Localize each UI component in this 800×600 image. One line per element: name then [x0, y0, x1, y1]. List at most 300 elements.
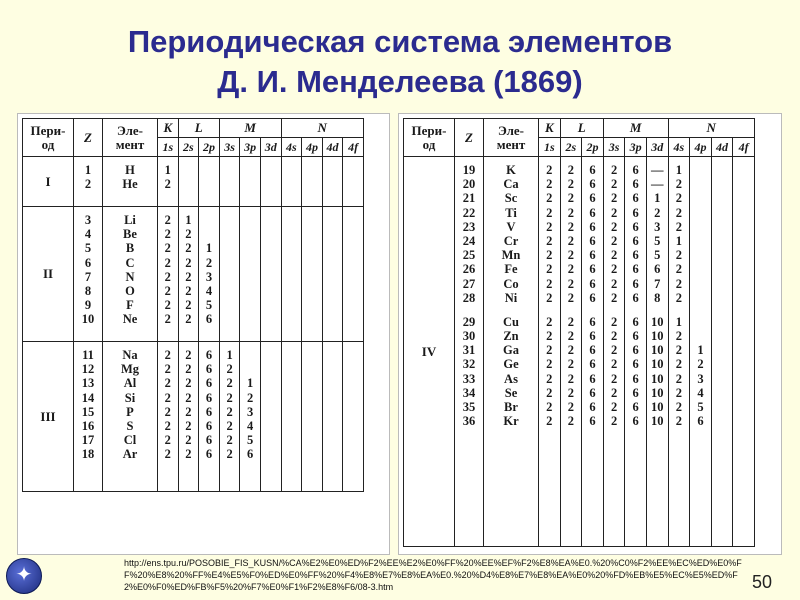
cell-electrons-3s: 2 — [226, 433, 233, 448]
cell-electrons-3s: 2 — [610, 371, 618, 386]
electrons-4p — [302, 163, 322, 191]
cell-electrons-4s — [282, 433, 302, 447]
cell-electrons-2p: 6 — [589, 248, 596, 263]
electrons-3s — [220, 348, 240, 462]
subshell-column-4p — [690, 157, 712, 547]
electrons-2p — [582, 163, 603, 428]
electrons-1s — [158, 348, 178, 462]
cell-electrons-4f — [343, 163, 363, 177]
cell-element-symbol: F — [126, 298, 134, 313]
subshell-column-4s — [281, 157, 302, 207]
cell-electrons-2s: 2 — [567, 177, 575, 192]
cell-electrons-4s: 2 — [675, 290, 682, 305]
cell-electrons-3s — [220, 298, 240, 312]
cell-electrons-3s: 2 — [610, 276, 618, 291]
header-subshell-1s: 1s — [539, 138, 561, 157]
cell-electrons-3d — [261, 419, 281, 433]
cell-electrons-3d — [261, 227, 281, 241]
subshell-column-3d — [260, 342, 281, 492]
subshell-column-2p — [199, 157, 220, 207]
cell-electrons-3s — [220, 213, 240, 227]
cell-atomic-number: 5 — [84, 241, 92, 256]
cell-electrons-2p: 6 — [589, 233, 596, 248]
subshell-column-4f — [343, 207, 364, 342]
cell-electrons-1s: 2 — [164, 241, 171, 256]
cell-electrons-4d — [323, 177, 343, 191]
electrons-2p — [199, 348, 219, 462]
cell-element-symbol: Cu — [503, 314, 519, 329]
cell-electrons-4s — [282, 419, 302, 433]
element-symbol — [103, 213, 157, 327]
cell-electrons-1s: 2 — [164, 418, 171, 433]
cell-electrons-4f — [343, 391, 363, 405]
cell-electrons-4p — [690, 277, 711, 291]
cell-electrons-4p: 2 — [697, 357, 704, 372]
cell-electrons-3d: 6 — [654, 262, 661, 277]
cell-electrons-1s: 2 — [164, 362, 171, 377]
cell-electrons-4d — [323, 213, 343, 227]
cell-electrons-2s: 1 — [185, 213, 192, 227]
cell-electrons-3p: 6 — [247, 447, 254, 462]
header-row — [23, 119, 364, 138]
cell-electrons-2s: 2 — [567, 314, 575, 329]
cell-electrons-1s: 2 — [164, 255, 171, 270]
cell-electrons-3p: 2 — [247, 390, 254, 405]
cell-electrons-3s: 2 — [226, 418, 233, 433]
subshell-column-4d — [322, 342, 343, 492]
cell-electrons-4s: 1 — [675, 163, 682, 177]
cell-electrons-4p — [302, 298, 322, 312]
cell-atomic-number: 16 — [81, 418, 95, 433]
cell-atomic-number: 21 — [462, 191, 476, 206]
cell-electrons-2p: 6 — [589, 329, 596, 344]
cell-electrons-4p — [690, 315, 711, 329]
period-row — [23, 157, 364, 207]
cell-electrons-1s: 2 — [164, 227, 171, 242]
cell-element-symbol: As — [504, 371, 518, 386]
header-element: Эле- мент — [103, 119, 158, 157]
periodic-table-right-sheet — [398, 113, 782, 555]
cell-electrons-4s — [282, 177, 302, 191]
cell-electrons-3p: 1 — [247, 376, 254, 391]
cell-atomic-number: 35 — [462, 400, 476, 414]
cell-electrons-1s: 2 — [164, 376, 171, 391]
cell-electrons-2s: 2 — [567, 385, 575, 400]
cell-electrons-4d — [323, 391, 343, 405]
cell-electrons-4s — [282, 376, 302, 390]
cell-electrons-4d — [323, 312, 343, 326]
electrons-4d — [323, 348, 343, 462]
subshell-column-1s — [158, 157, 179, 207]
cell-electrons-3p: 6 — [632, 205, 639, 220]
cell-electrons-4f — [343, 227, 363, 241]
header-shell-l: L — [178, 119, 219, 138]
cell-electrons-4f — [733, 191, 754, 205]
header-subshell-3s: 3s — [219, 138, 240, 157]
cell-electrons-4s — [282, 213, 302, 227]
cell-electrons-3p — [240, 177, 260, 191]
cell-electrons-2p: 6 — [589, 414, 596, 429]
cell-electrons-1s: 2 — [546, 343, 553, 358]
cell-electrons-4s — [282, 405, 302, 419]
electrons-2s — [179, 348, 199, 462]
cell-electrons-4f — [733, 343, 754, 357]
logo-star-icon: ✦ — [15, 562, 33, 586]
cell-electrons-2s: 2 — [185, 255, 192, 270]
cell-electrons-3s: 2 — [226, 390, 233, 405]
cell-electrons-2p — [199, 163, 219, 177]
cell-element-symbol: Sc — [504, 191, 518, 206]
cell-electrons-3d — [261, 298, 281, 312]
cell-electrons-2s: 2 — [185, 404, 192, 419]
cell-element-symbol: Si — [124, 390, 136, 405]
cell-electrons-3p: 6 — [632, 219, 639, 234]
cell-atomic-number: 9 — [84, 298, 92, 313]
cell-atomic-number: 22 — [462, 205, 476, 220]
header-subshell-4f: 4f — [733, 138, 755, 157]
cell-electrons-4d — [323, 433, 343, 447]
electrons-2s — [179, 213, 199, 327]
cell-electrons-2s: 2 — [185, 376, 192, 391]
electrons-3p — [240, 213, 260, 327]
cell-element-symbol: Ti — [505, 205, 517, 220]
cell-electrons-4p: 1 — [697, 343, 704, 358]
subshell-column-2s — [178, 207, 199, 342]
cell-electrons-2p: 6 — [589, 400, 596, 414]
cell-electrons-2p — [199, 213, 219, 227]
cell-electrons-4s: 2 — [675, 329, 682, 344]
electrons-4s — [282, 348, 302, 462]
cell-atomic-number: 14 — [81, 390, 95, 405]
cell-atomic-number: 20 — [462, 177, 476, 192]
cell-electrons-3d — [261, 391, 281, 405]
cell-electrons-3s: 2 — [610, 219, 618, 234]
cell-electrons-3s: 2 — [610, 329, 618, 344]
subshell-column-4s — [281, 207, 302, 342]
cell-electrons-4f — [733, 220, 754, 234]
cell-electrons-3p: 4 — [247, 418, 254, 433]
cell-electrons-1s: 2 — [546, 233, 553, 248]
cell-electrons-3p: 6 — [632, 290, 639, 305]
cell-electrons-2p — [199, 227, 219, 241]
cell-electrons-4p — [302, 312, 322, 326]
cell-atomic-number: 4 — [84, 227, 92, 242]
cell-electrons-4s — [282, 348, 302, 362]
cell-electrons-4s: 2 — [675, 357, 682, 372]
cell-electrons-2s: 2 — [185, 283, 192, 298]
cell-element-symbol: Kr — [503, 414, 519, 429]
subshell-column-4d — [322, 157, 343, 207]
cell-element-symbol: O — [125, 283, 135, 298]
cell-electrons-3s — [220, 284, 240, 298]
header-shell-m: M — [219, 119, 281, 138]
cell-electrons-2s: 2 — [185, 390, 192, 405]
cell-element-symbol: Ge — [503, 357, 519, 372]
cell-electrons-3p — [240, 284, 260, 298]
cell-element-symbol: P — [126, 404, 134, 419]
cell-electrons-3p — [240, 270, 260, 284]
electrons-1s — [158, 163, 178, 191]
electrons-2p — [199, 213, 219, 327]
cell-atomic-number: 13 — [81, 376, 95, 391]
cell-electrons-3s: 2 — [610, 233, 618, 248]
cell-element-symbol: Ni — [504, 290, 518, 305]
header-shell-l: L — [560, 119, 603, 138]
cell-electrons-4p — [302, 348, 322, 362]
row-gap — [455, 305, 483, 315]
cell-electrons-3d — [261, 376, 281, 390]
electrons-4f — [733, 163, 754, 428]
cell-electrons-3p: 3 — [247, 404, 254, 419]
electrons-3s — [604, 163, 625, 428]
atomic-number — [455, 163, 483, 428]
cell-electrons-3d: 10 — [651, 329, 664, 344]
electrons-3s — [220, 213, 240, 327]
cell-electrons-3p: 6 — [632, 343, 639, 358]
cell-electrons-4d — [323, 284, 343, 298]
cell-electrons-3d: 10 — [651, 314, 664, 329]
cell-element-symbol: Mn — [501, 248, 521, 263]
cell-electrons-3d: 5 — [654, 233, 661, 248]
cell-element-symbol: Cl — [123, 433, 137, 448]
cell-electrons-2p — [199, 177, 219, 191]
cell-element-symbol: H — [125, 163, 135, 177]
row-gap — [733, 305, 754, 315]
cell-electrons-4s: 2 — [675, 371, 682, 386]
subshell-column-4s — [281, 342, 302, 492]
cell-electrons-3d — [261, 284, 281, 298]
cell-electrons-3d — [261, 447, 281, 461]
cell-electrons-4f — [733, 400, 754, 414]
cell-electrons-4s: 2 — [675, 177, 682, 192]
cell-atomic-number: 15 — [81, 404, 95, 419]
cell-electrons-2p: 6 — [205, 312, 213, 327]
cell-electrons-3p — [240, 256, 260, 270]
cell-electrons-2s: 2 — [567, 248, 575, 263]
cell-electrons-1s: 2 — [164, 298, 171, 313]
cell-electrons-4s — [282, 227, 302, 241]
cell-electrons-1s: 1 — [164, 163, 171, 177]
cell-electrons-4s: 1 — [675, 314, 682, 329]
cell-electrons-4f — [733, 234, 754, 248]
cell-electrons-4d — [323, 241, 343, 255]
cell-electrons-3s: 2 — [610, 262, 618, 277]
electrons-4f — [343, 163, 363, 191]
header-z: Z — [74, 119, 103, 157]
cell-element-symbol: Fe — [504, 262, 518, 277]
electrons-2s — [561, 163, 582, 428]
cell-electrons-3d — [261, 270, 281, 284]
header-subshell-3p: 3p — [625, 138, 647, 157]
cell-electrons-3s: 2 — [226, 362, 233, 377]
cell-electrons-2s — [179, 163, 199, 177]
header-subshell-2s: 2s — [560, 138, 582, 157]
electrons-3d — [261, 213, 281, 327]
electrons-1s — [539, 163, 560, 428]
cell-electrons-3p: 6 — [632, 163, 639, 177]
cell-electrons-4f — [343, 447, 363, 461]
cell-electrons-2s: 2 — [567, 371, 575, 386]
cell-electrons-3p — [240, 213, 260, 227]
cell-electrons-4p — [690, 329, 711, 343]
cell-electrons-2p: 6 — [589, 262, 596, 277]
cell-electrons-3d: 10 — [651, 385, 664, 400]
electrons-3p — [625, 163, 646, 428]
cell-electrons-3p — [240, 312, 260, 326]
subshell-column-3d — [260, 157, 281, 207]
cell-electrons-2p: 6 — [205, 447, 213, 462]
header-subshell-4d: 4d — [322, 138, 343, 157]
cell-electrons-2p: 2 — [205, 255, 213, 270]
cell-electrons-4p — [302, 213, 322, 227]
electrons-4p — [690, 163, 711, 428]
subshell-column-1s — [539, 157, 561, 547]
element-symbol — [103, 348, 157, 462]
cell-electrons-4f — [733, 357, 754, 371]
cell-electrons-1s: 2 — [164, 447, 171, 462]
cell-element-symbol: B — [125, 241, 135, 256]
cell-atomic-number: 11 — [82, 348, 94, 362]
cell-electrons-4p — [302, 284, 322, 298]
cell-atomic-number: 26 — [462, 262, 476, 277]
cell-electrons-4d — [712, 220, 733, 234]
cell-electrons-4d — [712, 234, 733, 248]
cell-electrons-2p: 6 — [589, 205, 596, 220]
cell-electrons-4p: 5 — [697, 400, 704, 414]
atomic-number — [74, 163, 102, 191]
cell-electrons-4f — [343, 405, 363, 419]
cell-electrons-4f — [343, 362, 363, 376]
cell-atomic-number: 24 — [462, 233, 476, 248]
cell-electrons-3p: 6 — [632, 371, 639, 386]
cell-atomic-number: 23 — [462, 219, 476, 234]
cell-atomic-number: 29 — [462, 314, 476, 329]
cell-electrons-2s: 2 — [567, 290, 575, 305]
cell-electrons-3p: 5 — [247, 433, 254, 448]
cell-electrons-2s: 2 — [185, 348, 192, 362]
cell-electrons-4s: 2 — [675, 276, 682, 291]
cell-electrons-4s: 1 — [675, 233, 682, 248]
cell-electrons-3p — [240, 227, 260, 241]
row-gap — [582, 305, 603, 315]
cell-electrons-3d: 10 — [651, 414, 664, 429]
cell-electrons-2s: 2 — [567, 163, 575, 177]
subshell-column-3p — [240, 342, 261, 492]
header-shell-n: N — [668, 119, 754, 138]
cell-atomic-number: 8 — [84, 283, 92, 298]
cell-electrons-4f — [343, 419, 363, 433]
cell-electrons-4p — [302, 241, 322, 255]
header-subshell-4s: 4s — [668, 138, 690, 157]
cell-electrons-4s — [282, 284, 302, 298]
cell-electrons-3p: 6 — [632, 276, 639, 291]
cell-electrons-3d — [261, 256, 281, 270]
subshell-column-2p — [199, 207, 220, 342]
row-gap — [604, 305, 625, 315]
cell-electrons-3s — [220, 177, 240, 191]
header-period: Пери- од — [404, 119, 455, 157]
cell-electrons-4s — [282, 312, 302, 326]
cell-electrons-2p: 6 — [589, 219, 596, 234]
cell-electrons-4s: 2 — [675, 414, 682, 429]
cell-element-symbol: Ca — [503, 177, 519, 192]
subshell-column-4f — [733, 157, 755, 547]
cell-electrons-4d — [323, 348, 343, 362]
cell-electrons-3d: — — [651, 163, 664, 177]
cell-electrons-4p — [302, 433, 322, 447]
cell-electrons-1s: 2 — [164, 312, 171, 327]
subshell-column-4f — [343, 342, 364, 492]
cell-electrons-1s: 2 — [546, 357, 553, 372]
cell-atomic-number: 30 — [462, 329, 476, 344]
row-gap — [647, 305, 668, 315]
cell-atomic-number: 2 — [84, 177, 92, 192]
cell-electrons-3p: 6 — [632, 314, 639, 329]
electrons-3d — [647, 163, 668, 428]
cell-electrons-1s: 2 — [546, 205, 553, 220]
title-line-1: Периодическая система элементов — [127, 24, 673, 59]
cell-electrons-4d — [712, 177, 733, 191]
cell-element-symbol: Ar — [122, 447, 138, 462]
subshell-column-1s — [158, 207, 179, 342]
cell-element-symbol: V — [506, 219, 516, 234]
cell-electrons-3d — [261, 241, 281, 255]
cell-electrons-4d — [712, 206, 733, 220]
cell-electrons-3s — [220, 256, 240, 270]
cell-electrons-2s: 2 — [567, 400, 575, 414]
cell-electrons-2p: 6 — [205, 418, 213, 433]
cell-electrons-2p: 6 — [589, 343, 596, 358]
cell-electrons-3p: 6 — [632, 400, 639, 414]
cell-electrons-2p: 6 — [589, 357, 596, 372]
subshell-column-4p — [302, 342, 323, 492]
cell-electrons-2p: 6 — [205, 404, 213, 419]
cell-electrons-2p: 6 — [205, 362, 213, 377]
cell-electrons-1s: 2 — [164, 269, 171, 284]
cell-electrons-4f — [343, 241, 363, 255]
subshell-column-4p — [302, 207, 323, 342]
cell-electrons-4d — [712, 248, 733, 262]
cell-electrons-3s: 1 — [226, 348, 233, 362]
cell-electrons-4d — [323, 256, 343, 270]
cell-electrons-1s: 2 — [546, 219, 553, 234]
cell-element-symbol: K — [506, 163, 516, 177]
cell-atomic-number: 34 — [462, 385, 476, 400]
cell-electrons-3s: 2 — [610, 357, 618, 372]
cell-electrons-4f — [733, 206, 754, 220]
cell-element-symbol: Li — [124, 213, 136, 227]
source-url[interactable]: http://ens.tpu.ru/POSOBIE_FIS_KUSN/%CA%E2%E0%ED%F2%EE%E2%E0%FF%20%EE%EF%F2%E8%EA%E0.%20%C0%F2%EE%EC%ED%E0%FF%20%E8%20%FF%E4%E5%F0%ED%E0%FF%20%F4%E8%E7%E8%EA%E0.%20%D4%E8%E7%E8%EA%E0%20%FD%EB%E5%EC%E5%ED%F2%E0%F0%ED%FB%F5%20%F7%E0%F1%F2%E8%F6/08-3.htm — [124, 558, 742, 592]
cell-electrons-2s: 2 — [567, 233, 575, 248]
cell-atomic-number: 36 — [462, 414, 476, 429]
cell-electrons-3p — [240, 298, 260, 312]
cell-electrons-4d — [712, 343, 733, 357]
cell-electrons-4s: 2 — [675, 248, 682, 263]
cell-electrons-4f — [733, 372, 754, 386]
cell-atomic-number: 6 — [84, 255, 92, 270]
cell-electrons-2s: 2 — [185, 241, 192, 256]
cell-electrons-4d — [712, 262, 733, 276]
subshell-column-3p — [240, 157, 261, 207]
subshell-column-4d — [322, 207, 343, 342]
cell-electrons-3d — [261, 405, 281, 419]
cell-electrons-1s: 2 — [546, 177, 553, 192]
subshell-column-2s — [178, 157, 199, 207]
cell-element-symbol: Ga — [503, 343, 519, 358]
period-numeral: I — [23, 157, 74, 207]
cell-electrons-3s — [220, 270, 240, 284]
header-period: Пери- од — [23, 119, 74, 157]
